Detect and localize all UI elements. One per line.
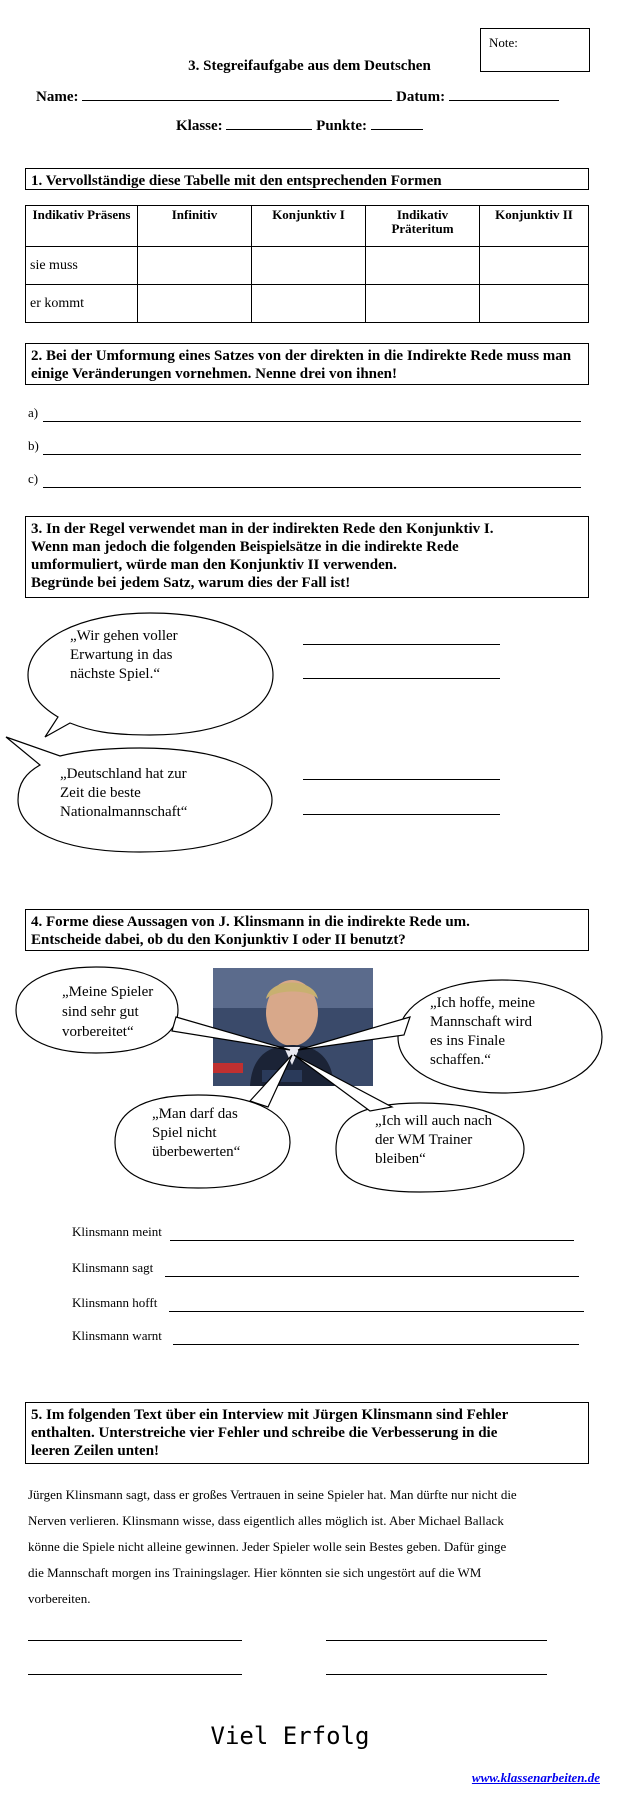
task4-heading-box	[25, 909, 589, 951]
bubble-b-line: „Ich hoffe, meine	[430, 995, 536, 1011]
verb-forms-table	[25, 205, 589, 323]
task2-heading-box	[25, 343, 589, 385]
answer-label-c: c)	[28, 471, 39, 486]
interview-text	[28, 1482, 588, 1612]
klinsmann-sagt-label: Klinsmann sagt	[72, 1260, 154, 1275]
answer-cell[interactable]	[138, 285, 252, 323]
row-label: sie muss	[26, 247, 138, 285]
answer-cell[interactable]	[366, 247, 480, 285]
page-title: 3. Stegreifaufgabe aus dem Deutschen	[188, 58, 431, 74]
answer-line-sagt[interactable]	[165, 1276, 579, 1277]
bubble-c-line: „Man darf das	[152, 1106, 238, 1122]
datum-label: Datum:	[395, 89, 446, 105]
answer-cell[interactable]	[252, 247, 366, 285]
column-header: Indikativ Präteritum	[366, 206, 480, 247]
bubble-c-line: Spiel nicht	[152, 1125, 217, 1141]
task5-heading-line: leeren Zeilen unten!	[31, 1443, 160, 1459]
bubble-b-line: es ins Finale	[430, 1033, 505, 1049]
bubble2-line: Nationalmannschaft“	[60, 804, 188, 820]
task5-heading-line: enthalten. Unterstreiche vier Fehler und schreibe die Verbesserung in die	[31, 1425, 498, 1441]
interview-text-line: Jürgen Klinsmann sagt, dass er großes Vertrauen in seine Spieler hat. Man dürfte nur nicht die	[28, 1487, 517, 1502]
bubble-b-text	[430, 994, 535, 1070]
bubble-a-line: sind sehr gut	[62, 1004, 139, 1020]
note-label: Note:	[489, 35, 518, 50]
task2-heading: 2. Bei der Umformung eines Satzes von der direkten in die Indirekte Rede muss man einige Veränderungen vornehmen. Nenne drei von ihnen!	[31, 348, 572, 382]
reason-line-1b[interactable]	[303, 678, 500, 679]
name-label: Name:	[36, 89, 79, 105]
answer-cell[interactable]	[480, 247, 589, 285]
task4-heading-line: Entscheide dabei, ob du den Konjunktiv I oder II benutzt?	[31, 932, 406, 948]
column-header: Infinitiv	[138, 206, 252, 247]
bubble1-text	[70, 627, 178, 684]
bubble-d-line: bleiben“	[375, 1151, 426, 1167]
name-row	[36, 89, 559, 106]
bubble1-line: Erwartung in das	[70, 647, 173, 663]
good-luck-footer: Viel Erfolg	[210, 1722, 370, 1750]
bubble-b-line: schaffen.“	[430, 1052, 491, 1068]
reason-line-2a[interactable]	[303, 779, 500, 780]
klasse-row	[176, 118, 423, 135]
task3-heading-line: Begründe bei jedem Satz, warum dies der Fall ist!	[31, 575, 351, 591]
reason-line-1a[interactable]	[303, 644, 500, 645]
answer-label-b: b)	[28, 438, 39, 453]
task1-heading-box	[25, 168, 589, 190]
bubble-d-line: „Ich will auch nach	[375, 1113, 493, 1129]
bubble-c-text	[152, 1105, 240, 1162]
bubble-a-text	[62, 982, 153, 1042]
punkte-field[interactable]	[371, 128, 423, 130]
website-link[interactable]: www.klassenarbeiten.de	[471, 1770, 600, 1785]
task5-heading-line: 5. Im folgenden Text über ein Interview mit Jürgen Klinsmann sind Fehler	[31, 1407, 509, 1423]
answer-line-a[interactable]	[43, 421, 581, 422]
interview-text-line: vorbereiten.	[28, 1591, 91, 1606]
answer-line-hofft[interactable]	[169, 1311, 584, 1312]
reason-line-2b[interactable]	[303, 814, 500, 815]
klinsmann-photo	[213, 968, 373, 1086]
bubble1-line: „Wir gehen voller	[70, 628, 178, 644]
answer-label-a: a)	[28, 405, 39, 420]
row-label: er kommt	[26, 285, 138, 323]
bubble-c-line: überbewerten“	[152, 1144, 241, 1160]
correction-line-1[interactable]	[28, 1640, 242, 1641]
column-header: Indikativ Präsens	[26, 206, 138, 247]
interview-text-line: könne die Spiele nicht alleine gewinnen. Jeder Spieler wolle sein Bestes geben. Dafür ginge	[28, 1539, 507, 1554]
answer-cell[interactable]	[138, 247, 252, 285]
bubble2-line: Zeit die beste	[60, 785, 141, 801]
klinsmann-warnt-label: Klinsmann warnt	[72, 1328, 162, 1343]
answer-line-c[interactable]	[43, 487, 581, 488]
bubble2-text	[60, 765, 187, 822]
bubble-d-line: der WM Trainer	[375, 1132, 473, 1148]
klasse-label: Klasse:	[176, 118, 223, 134]
answer-cell[interactable]	[252, 285, 366, 323]
bubble-b-line: Mannschaft wird	[430, 1014, 533, 1030]
bubble-a-line: vorbereitet“	[62, 1024, 134, 1040]
bubble1-line: nächste Spiel.“	[70, 666, 160, 682]
interview-text-line: die Mannschaft morgen ins Trainingslager. Hier könnten sie sich ungestört auf die WM	[28, 1565, 482, 1580]
task3-heading-line: 3. In der Regel verwendet man in der indirekten Rede den Konjunktiv I.	[31, 521, 494, 537]
column-header: Konjunktiv II	[480, 206, 589, 247]
answer-line-warnt[interactable]	[173, 1344, 579, 1345]
task1-heading: 1. Vervollständige diese Tabelle mit den entsprechenden Formen	[31, 173, 442, 189]
column-header: Konjunktiv I	[252, 206, 366, 247]
correction-line-2[interactable]	[326, 1640, 547, 1641]
bubble-a-line: „Meine Spieler	[62, 984, 154, 1000]
table-row	[26, 247, 589, 285]
datum-field[interactable]	[449, 99, 559, 101]
answer-line-meint[interactable]	[170, 1240, 574, 1241]
correction-line-3[interactable]	[28, 1674, 242, 1675]
task3-heading-line: Wenn man jedoch die folgenden Beispielsätze in die indirekte Rede	[31, 539, 459, 555]
task4-heading-line: 4. Forme diese Aussagen von J. Klinsmann in die indirekte Rede um.	[31, 914, 470, 930]
task5-heading-box	[25, 1402, 589, 1464]
bubble-d-text	[375, 1112, 492, 1169]
klinsmann-hofft-label: Klinsmann hofft	[72, 1295, 158, 1310]
answer-line-b[interactable]	[43, 454, 581, 455]
task3-heading-line: umformuliert, würde man den Konjunktiv II verwenden.	[31, 557, 397, 573]
answer-cell[interactable]	[480, 285, 589, 323]
answer-cell[interactable]	[366, 285, 480, 323]
table-header-row	[26, 206, 589, 247]
bubble2-line: „Deutschland hat zur	[60, 766, 187, 782]
table-row	[26, 285, 589, 323]
klasse-field[interactable]	[226, 128, 312, 130]
name-field[interactable]	[82, 99, 392, 101]
correction-line-4[interactable]	[326, 1674, 547, 1675]
klinsmann-meint-label: Klinsmann meint	[72, 1224, 162, 1239]
task3-heading-box	[25, 516, 589, 598]
punkte-label: Punkte:	[316, 118, 368, 134]
interview-text-line: Nerven verlieren. Klinsmann wisse, dass eigentlich alles möglich ist. Aber Michael Ballack	[28, 1513, 504, 1528]
